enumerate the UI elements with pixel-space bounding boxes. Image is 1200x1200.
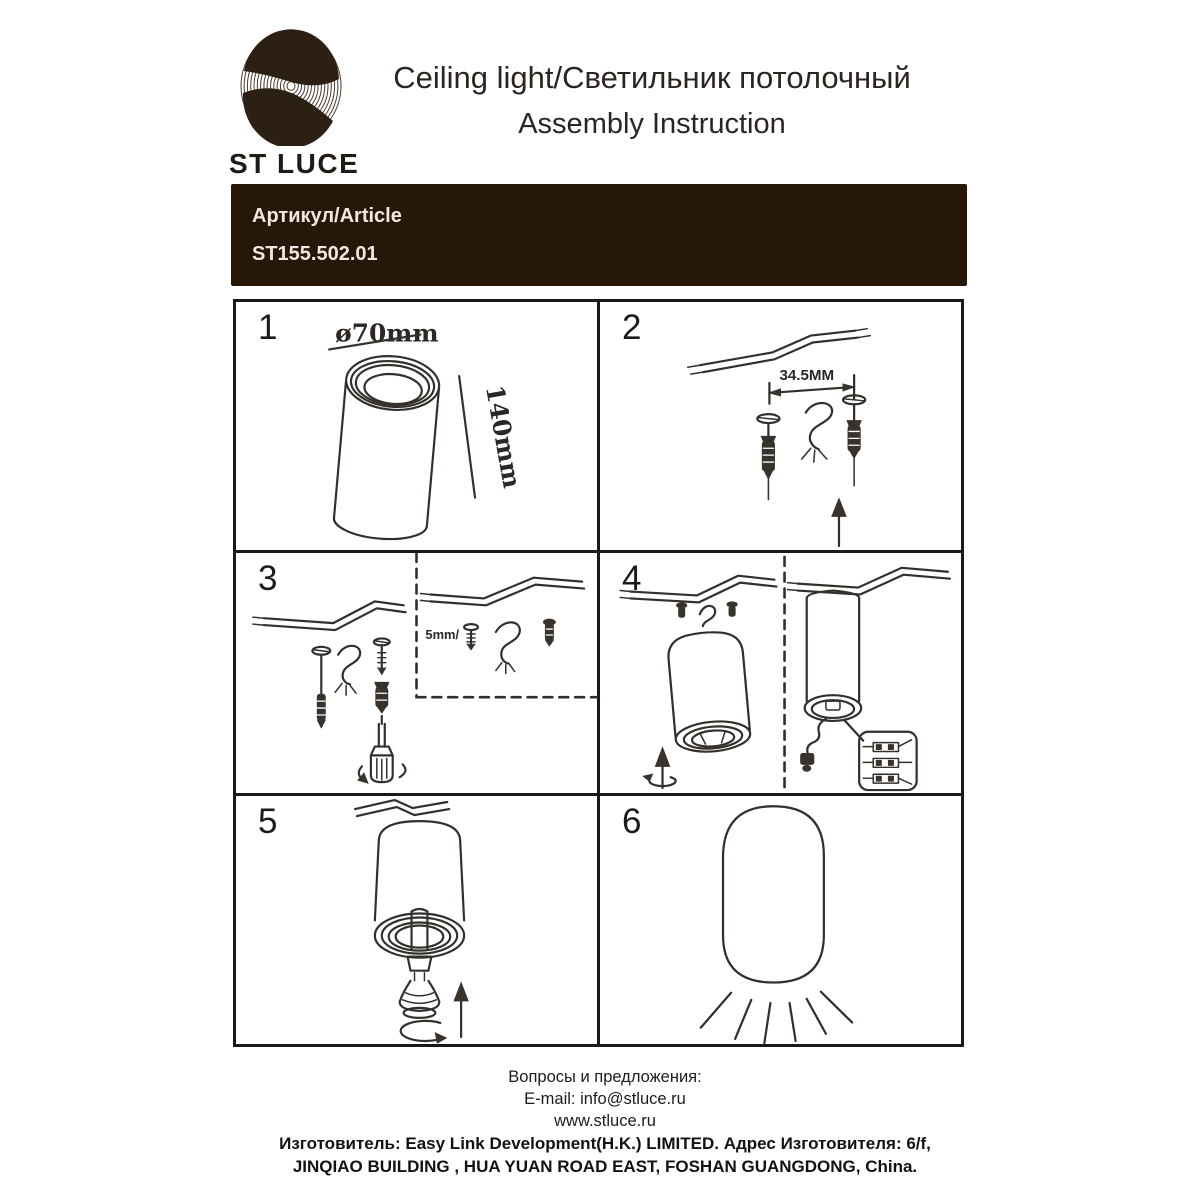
step-1-number: 1	[258, 308, 278, 347]
brand-wordmark: ST LUCE	[229, 148, 360, 179]
drill-size-label: 5mm/	[425, 626, 460, 642]
article-number: ST155.502.01	[252, 243, 378, 265]
document-header	[352, 56, 952, 144]
step-3-drawing-screws-screwdriver-icon	[236, 553, 597, 793]
spacing-dimension-label: 34.5MM	[779, 367, 835, 385]
footer-address-line: JINQIAO BUILDING , HUA YUAN ROAD EAST, FOSHAN GUANGDONG, China.	[292, 1157, 918, 1176]
contact-footer	[235, 1066, 975, 1178]
step-6-panel	[600, 796, 961, 1044]
step-2-panel	[600, 302, 961, 553]
step-1-panel	[236, 302, 600, 553]
step-6-drawing-finished-light-icon	[600, 796, 961, 1044]
step-4-drawing-mount-and-wiring-icon	[600, 553, 961, 793]
step-5-panel	[236, 796, 600, 1044]
footer-manufacturer-line: Изготовитель: Easy Link Development(H.K.) LIMITED. Адрес Изготовителя: 6/f,	[279, 1134, 931, 1153]
step-5-number: 5	[258, 802, 278, 841]
step-2-number: 2	[622, 308, 642, 347]
step-5-drawing-bulb-insert-icon	[236, 796, 597, 1044]
article-label: Артикул/Article	[252, 205, 402, 227]
article-box	[231, 184, 967, 286]
step-4-panel	[600, 553, 961, 796]
step-3-panel	[236, 553, 600, 796]
height-dimension-label: 140mm	[480, 382, 527, 491]
step-2-drawing-drill-anchors-icon	[600, 302, 961, 550]
step-1-drawing-cylinder-dimensions-icon	[236, 302, 597, 550]
step-4-number: 4	[622, 559, 642, 598]
assembly-steps-grid	[233, 299, 964, 1047]
st-luce-logo-icon	[238, 28, 344, 146]
footer-questions-line: Вопросы и предложения:	[508, 1068, 702, 1086]
footer-email-line: E-mail: info@stluce.ru	[524, 1090, 686, 1108]
diameter-dimension-label: ø70mm	[335, 318, 439, 348]
footer-website-line: www.stluce.ru	[554, 1112, 656, 1130]
page-subtitle: Assembly Instruction	[518, 108, 786, 140]
step-3-number: 3	[258, 559, 278, 598]
step-6-number: 6	[622, 802, 642, 841]
page-title: Ceiling light/Светильник потолочный	[393, 60, 911, 95]
